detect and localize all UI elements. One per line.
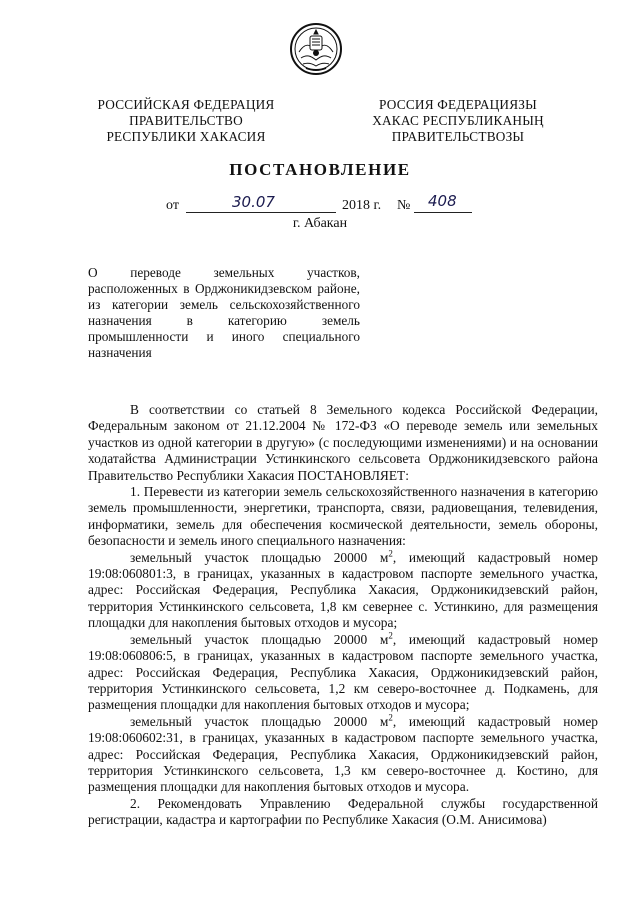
intro-paragraph [88, 402, 598, 484]
header-left-line-3: РЕСПУБЛИКИ ХАКАСИЯ [106, 129, 266, 144]
plot-1-paragraph [88, 550, 598, 632]
number-underline [414, 212, 472, 213]
item-2-paragraph: 2. Рекомендовать Управлению Федеральной службы государственной регистрации, кадастра и картографии по Республике Хакасия (О.М. Анисимова) [88, 795, 598, 828]
document-body [88, 402, 598, 829]
intro-text: В соответствии со статьей 8 Земельного кодекса Российской Федерации, Федеральным законом от 21.12.2004 № 172-ФЗ «О переводе земель или земельных участков из одной категории в другую» (с последующими изменениями) и на основании ходатайства Администрации Устинкинского сельсовета Орджоникидзевского района Правительство Республики Хакасия [88, 402, 598, 483]
date-underline [186, 212, 336, 213]
plot-2-area: земельный участок площадью 20000 м [130, 631, 389, 647]
plot-2-details: , имеющий кадастровый номер 19:08:060806:5, в границах, указанных в кадастровом паспорте земельного участка, адрес: Российская Федерация, Республика Хакасия, Орджоникидзевский район, территория Устинкинского сельсовета, 1,2 км северо-восточнее д. Подкамень, для размещения площадки для накопления бытовых отходов и мусора; [88, 631, 598, 713]
plot-2-paragraph [88, 632, 598, 714]
plot-3-paragraph [88, 714, 598, 796]
plot-3-sup: 2 [388, 712, 393, 723]
plot-1-details: , имеющий кадастровый номер 19:08:060801:3, в границах, указанных в кадастровом паспорте земельного участка, адрес: Российская Федерация, Республика Хакасия, Орджоникидзевский район, территория Устинкинского сельсовета, 1,8 км севернее с. Устинкино, для размещения площадки для накопления бытовых отходов и мусора; [88, 549, 598, 631]
plot-1-area: земельный участок площадью 20000 м [130, 549, 389, 565]
number-handwritten: 408 [428, 192, 457, 210]
number-sign: № [397, 198, 411, 213]
resolves-word: ПОСТАНОВЛЯЕТ: [297, 467, 409, 483]
document-subject [88, 265, 360, 361]
plot-2-sup: 2 [388, 630, 393, 641]
city-name: г. Абакан [292, 216, 348, 231]
header-left-line-2: ПРАВИТЕЛЬСТВО [129, 113, 243, 128]
date-handwritten: 30.07 [232, 193, 275, 211]
subject-text: О переводе земельных участков, расположенных в Орджоникидзевском районе, из категории земель сельскохозяйственного назначения в категорию земель промышленности и иного специального назначения [88, 265, 360, 360]
date-prefix: от [166, 198, 179, 213]
plot-1-sup: 2 [388, 548, 393, 559]
document-title: ПОСТАНОВЛЕНИЕ [229, 160, 411, 179]
header-right-line-2: ХАКАС РЕСПУБЛИКАНЫҢ [372, 113, 544, 128]
header-right-line-1: РОССИЯ ФЕДЕРАЦИЯЗЫ [379, 97, 537, 112]
header-left-block [88, 97, 284, 145]
plot-3-details: , имеющий кадастровый номер 19:08:060602:31, в границах, указанных в кадастровом паспорте земельного участка, адрес: Российская Федерация, Республика Хакасия, Орджоникидзевский район, территория Устинкинского сельсовета, 1,3 км северо-восточнее д. Костино, для размещения площадки для накопления бытовых отходов и мусора. [88, 713, 598, 795]
coat-of-arms-emblem [289, 22, 343, 76]
header-left-line-1: РОССИЙСКАЯ ФЕДЕРАЦИЯ [97, 97, 275, 112]
header-right-line-3: ПРАВИТЕЛЬСТВОЗЫ [391, 129, 525, 144]
item-1-paragraph: 1. Перевести из категории земель сельскохозяйственного назначения в категорию земель промышленности, энергетики, транспорта, связи, радиовещания, телевидения, информатики, земель для обеспечения космической деятельности, земель обороны, безопасности и земель иного специального назначения: [88, 484, 598, 549]
year-text: 2018 г. [342, 198, 382, 213]
plot-3-area: земельный участок площадью 20000 м [130, 713, 389, 729]
header-right-block [358, 97, 558, 145]
